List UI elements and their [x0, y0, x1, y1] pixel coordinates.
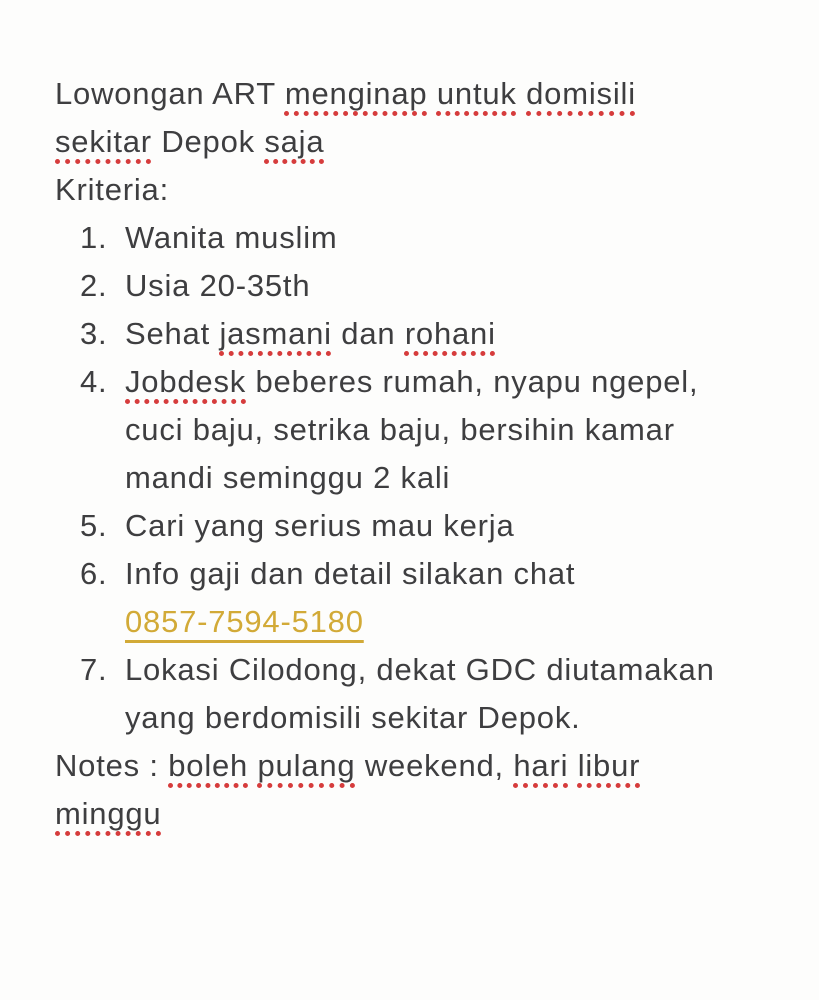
list-number: 7. [80, 652, 108, 687]
text-segment: mandi seminggu 2 kali [125, 460, 451, 495]
list-item-text [125, 310, 789, 358]
list-item-text [125, 358, 789, 406]
notes-line-1 [55, 742, 789, 790]
list-number: 4. [80, 364, 108, 399]
misspelled-word: minggu [55, 796, 162, 831]
list-item-text [125, 262, 789, 310]
text-segment [568, 748, 577, 783]
criteria-label [55, 166, 789, 214]
text-segment [248, 748, 257, 783]
misspelled-word: menginap [284, 76, 428, 111]
text-segment: Usia 20-35th [125, 268, 311, 303]
misspelled-word: saja [264, 124, 325, 159]
list-item-7 [55, 646, 789, 742]
text-segment: Info gaji dan detail silakan chat [125, 556, 576, 591]
text-segment: weekend, [355, 748, 514, 783]
intro-line-2 [55, 118, 789, 166]
text-segment: Depok [151, 124, 265, 159]
text-segment [427, 76, 436, 111]
misspelled-word: jasmani [219, 316, 332, 351]
job-post-text [55, 70, 789, 838]
list-number: 6. [80, 556, 108, 591]
list-item-text [125, 454, 789, 502]
list-item-text [125, 646, 789, 694]
text-segment: Sehat [125, 316, 220, 351]
list-number: 1. [80, 220, 108, 255]
phone-line [125, 598, 789, 646]
list-item-3 [55, 310, 789, 358]
misspelled-word: Jobdesk [125, 364, 247, 399]
list-item-text [125, 502, 789, 550]
notes-line-2 [55, 790, 789, 838]
criteria-list [55, 214, 789, 742]
misspelled-word: boleh [168, 748, 249, 783]
phone-link[interactable]: 0857-7594-5180 [125, 604, 364, 639]
misspelled-word: domisili [526, 76, 636, 111]
intro-line-1 [55, 70, 789, 118]
text-segment: dan [331, 316, 405, 351]
text-segment: Lowongan ART [55, 76, 285, 111]
list-item-2 [55, 262, 789, 310]
list-item-1 [55, 214, 789, 262]
text-segment: Wanita muslim [125, 220, 338, 255]
notes-label: Notes : [55, 748, 169, 783]
text-segment: cuci baju, setrika baju, bersihin kamar [125, 412, 675, 447]
misspelled-word: untuk [436, 76, 517, 111]
text-segment: yang berdomisili sekitar Depok. [125, 700, 581, 735]
text-segment: Lokasi Cilodong, dekat GDC diutamakan [125, 652, 715, 687]
list-item-4 [55, 358, 789, 502]
misspelled-word: pulang [257, 748, 356, 783]
list-item-text [125, 694, 789, 742]
text-segment [517, 76, 526, 111]
list-item-6 [55, 550, 789, 646]
misspelled-word: libur [577, 748, 641, 783]
text-segment: beberes rumah, nyapu ngepel, [246, 364, 699, 399]
list-number: 3. [80, 316, 108, 351]
text-segment: Kriteria: [55, 172, 170, 207]
list-item-text [125, 214, 789, 262]
misspelled-word: sekitar [55, 124, 152, 159]
misspelled-word: rohani [404, 316, 496, 351]
text-segment: Cari yang serius mau kerja [125, 508, 515, 543]
list-item-5 [55, 502, 789, 550]
list-number: 5. [80, 508, 108, 543]
misspelled-word: hari [513, 748, 569, 783]
list-number: 2. [80, 268, 108, 303]
list-item-text [125, 406, 789, 454]
list-item-text [125, 550, 789, 598]
